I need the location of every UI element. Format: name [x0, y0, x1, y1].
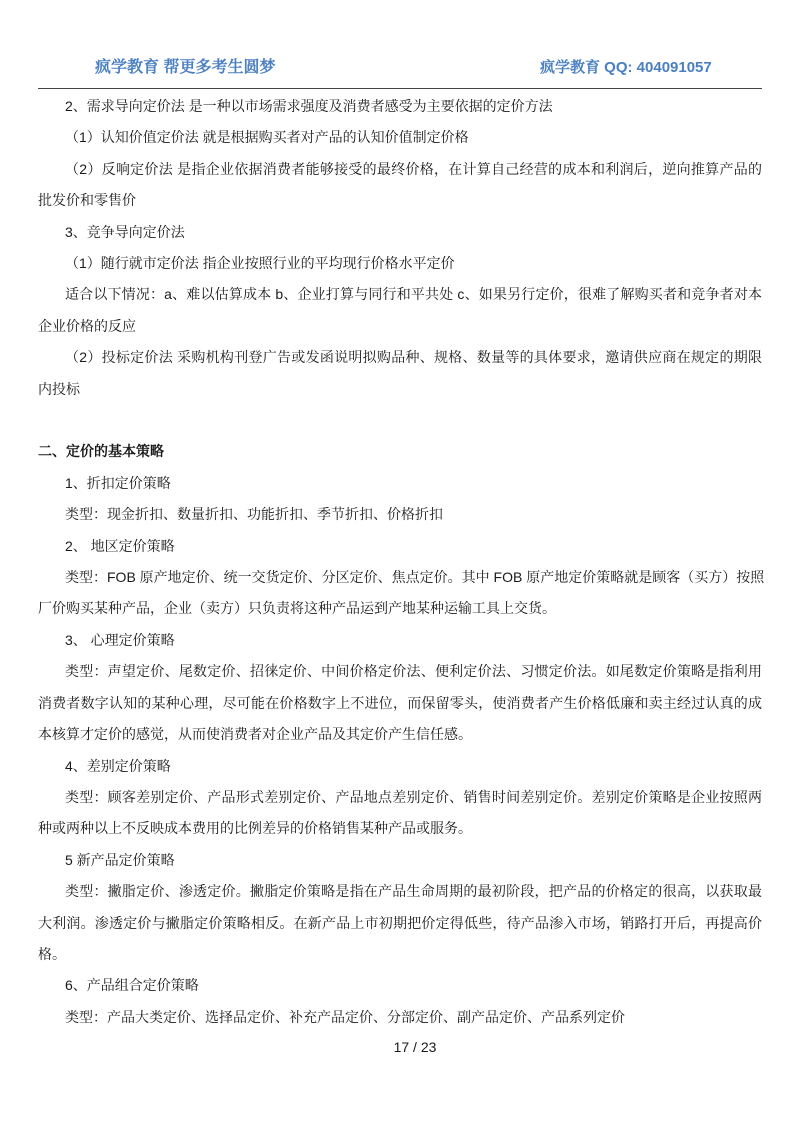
paragraph-line: 种或两种以上不反映成本费用的比例差异的价格销售某种产品或服务。 — [38, 820, 472, 837]
paragraph-line: 3、 心理定价策略 — [65, 631, 175, 648]
paragraph-line: （1）认知价值定价法 就是根据购买者对产品的认知价值制定价格 — [65, 129, 469, 146]
paragraph-demand-oriented-pricing — [38, 91, 762, 122]
paragraph-geographic-types — [38, 562, 765, 625]
paragraph-line: 6、产品组合定价策略 — [65, 977, 199, 994]
subheading-psychological-pricing — [38, 625, 762, 656]
paragraph-line: 厂价购买某种产品，企业（卖方）只负责将这种产品运到产地某种运输工具上交货。 — [38, 600, 556, 617]
header-contact-qq: 疯学教育 QQ: 404091057 — [540, 59, 712, 76]
header-slogan: 疯学教育 帮更多考生圆梦 — [95, 59, 276, 76]
paragraph-line: （2）反响定价法 是指企业依据消费者能够接受的最终价格，在计算自己经营的成本和利润后，逆向推算产品的 — [65, 160, 762, 177]
paragraph-discount-types — [38, 499, 762, 530]
paragraph-product-mix-types — [38, 1002, 762, 1033]
subheading-discount-pricing — [38, 468, 762, 499]
paragraph-line: 适合以下情况：a、难以估算成本 b、企业打算与同行和平共处 c、如果另行定价，很难了解购买者和竞争者对本 — [65, 286, 762, 303]
paragraph-line: （2）投标定价法 采购机构刊登广告或发函说明拟购品种、规格、数量等的具体要求，邀请供应商在规定的期限 — [65, 349, 762, 366]
paragraph-applicable-situations — [38, 279, 762, 342]
paragraph-perceived-value-pricing — [38, 122, 762, 153]
paragraph-line: 1、折扣定价策略 — [65, 474, 171, 491]
paragraph-line: 类型：FOB 原产地定价、统一交货定价、分区定价、焦点定价。其中 FOB 原产地定价策略就是顾客（买方）按照 — [65, 569, 765, 586]
paragraph-line: 大利润。渗透定价与撇脂定价策略相反。在新产品上市初期把价定得低些，待产品渗入市场，销路打开后，再提高价 — [38, 914, 762, 931]
header-divider — [38, 88, 762, 89]
paragraph-going-rate-pricing — [38, 248, 762, 279]
paragraph-line: 本核算才定价的感觉，从而使消费者对企业产品及其定价产生信任感。 — [38, 726, 472, 743]
paragraph-reverse-pricing — [38, 154, 762, 217]
paragraph-line: 3、竞争导向定价法 — [65, 223, 185, 240]
subheading-geographic-pricing — [38, 531, 762, 562]
subheading-product-mix-pricing — [38, 970, 762, 1001]
paragraph-line: 格。 — [38, 945, 66, 962]
paragraph-line: 类型：现金折扣、数量折扣、功能折扣、季节折扣、价格折扣 — [65, 506, 443, 523]
paragraph-line: 类型：顾客差别定价、产品形式差别定价、产品地点差别定价、销售时间差别定价。差别定价策略是企业按照两 — [65, 788, 762, 805]
subheading-new-product-pricing — [38, 845, 762, 876]
paragraph-line: （1）随行就市定价法 指企业按照行业的平均现行价格水平定价 — [65, 255, 455, 272]
paragraph-line: 批发价和零售价 — [38, 192, 136, 209]
paragraph-psychological-types — [38, 656, 762, 750]
paragraph-line: 4、差别定价策略 — [65, 757, 171, 774]
paragraph-line: 内投标 — [38, 380, 80, 397]
paragraph-line: 类型：产品大类定价、选择品定价、补充产品定价、分部定价、副产品定价、产品系列定价 — [65, 1008, 625, 1025]
paragraph-line: 消费者数字认知的某种心理，尽可能在价格数字上不进位，而保留零头，使消费者产生价格低廉和卖主经过认真的成 — [38, 694, 762, 711]
paragraph-differential-types — [38, 782, 762, 845]
paragraph-line: 2、 地区定价策略 — [65, 537, 175, 554]
page-number: 17 / 23 — [393, 1039, 437, 1055]
section-heading-text: 二、定价的基本策略 — [38, 443, 164, 460]
paragraph-line: 2、需求导向定价法 是一种以市场需求强度及消费者感受为主要依据的定价方法 — [65, 98, 553, 114]
paragraph-line: 5 新产品定价策略 — [65, 851, 175, 868]
paragraph-new-product-types — [38, 876, 762, 970]
paragraph-tender-pricing — [38, 342, 762, 405]
paragraph-competition-oriented-pricing — [38, 217, 762, 248]
paragraph-line: 类型：撇脂定价、渗透定价。撇脂定价策略是指在产品生命周期的最初阶段，把产品的价格定的很高，以获取最 — [65, 883, 762, 900]
section-heading — [38, 436, 762, 467]
paragraph-line: 类型：声望定价、尾数定价、招徕定价、中间价格定价法、便利定价法、习惯定价法。如尾数定价策略是指利用 — [65, 663, 762, 680]
paragraph-line: 企业价格的反应 — [38, 317, 136, 334]
subheading-differential-pricing — [38, 751, 762, 782]
document-body — [38, 91, 765, 1033]
